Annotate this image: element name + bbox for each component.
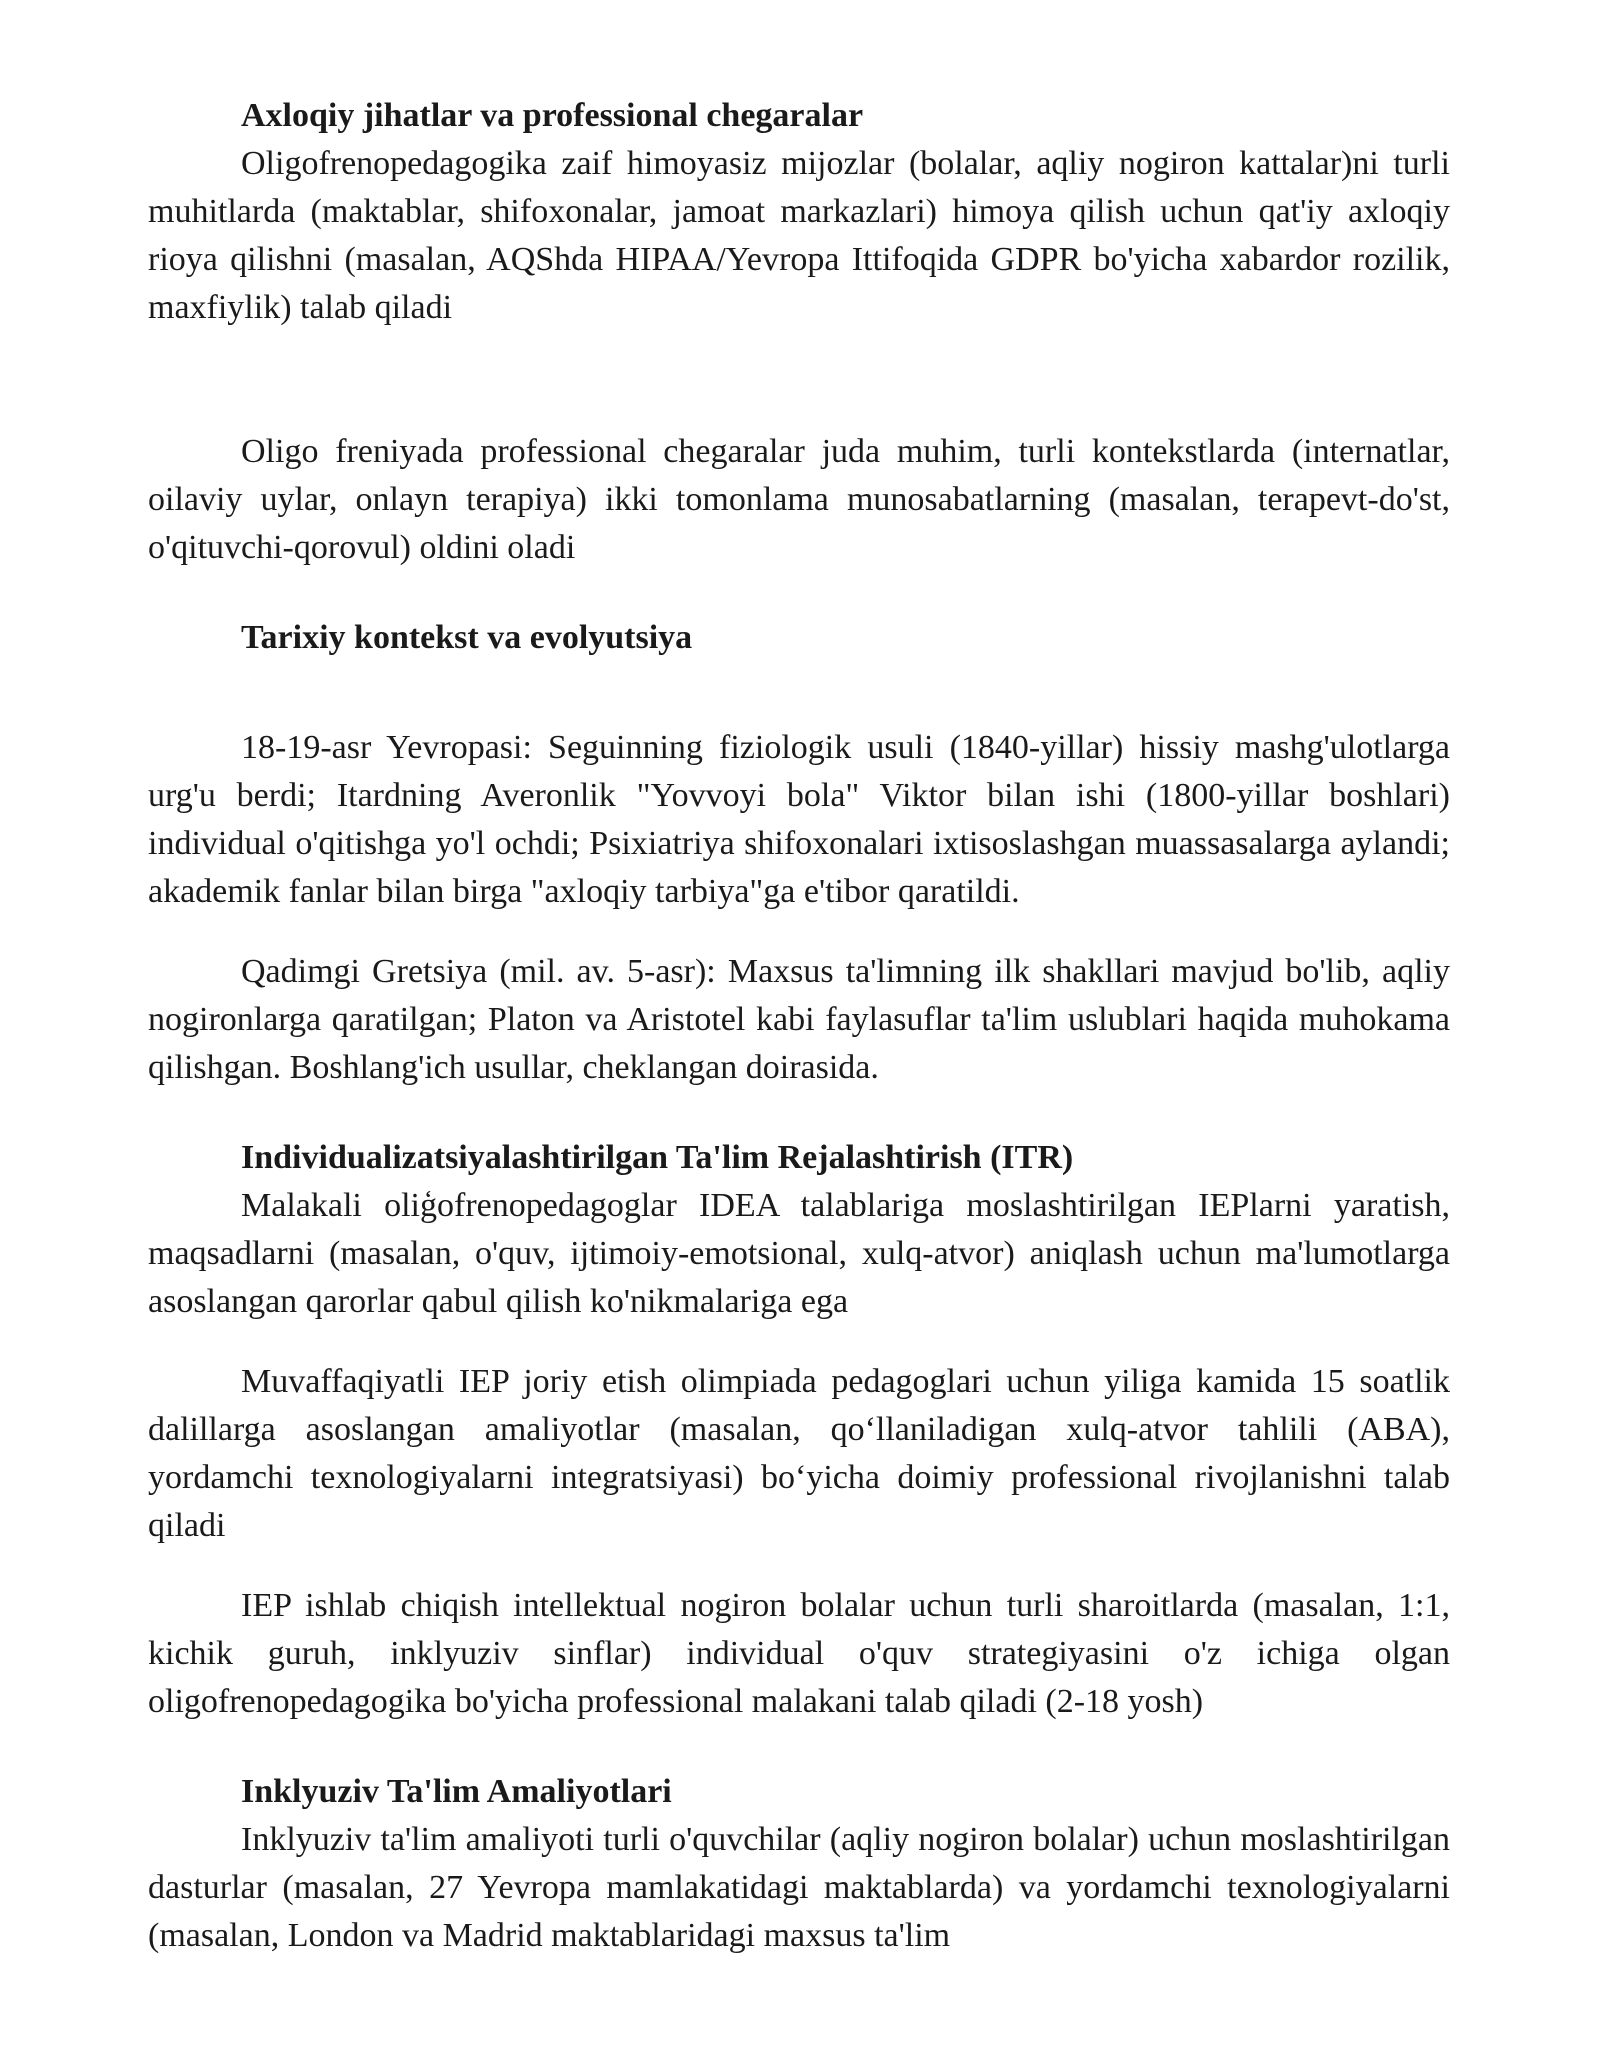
paragraph: Qadimgi Gretsiya (mil. av. 5-asr): Maxsus ta'limning ilk shakllari mavjud bo'lib, aqliy nogironlarga qaratilgan; Platon va Aristotel kabi faylasuflar ta'lim uslublari haqida muhokama qilishgan. Boshlang'ich usullar, cheklangan doirasida. — [148, 953, 1450, 1086]
document-body — [148, 92, 1450, 1960]
paragraph: IEP ishlab chiqish intellektual nogiron bolalar uchun turli sharoitlarda (masalan, 1:1, kichik guruh, inklyuziv sinflar) individual o'quv strategiyasini o'z ichiga olgan oligofrenopedagogika bo'yicha professional malakani talab qiladi (2-18 yosh) — [148, 1587, 1450, 1720]
section-heading-itr: Individualizatsiyalashtirilgan Ta'lim Rejalashtirish (ITR) — [241, 1139, 1074, 1176]
paragraph: Oligofrenopedagogika zaif himoyasiz mijozlar (bolalar, aqliy nogiron kattalar)ni turli muhitlarda (maktablar, shifoxonalar, jamoat markazlari) himoya qilish uchun qat'iy axloqiy rioya qilishni (masalan, AQShda HIPAA/Yevropa Ittifoqida GDPR bo'yicha xabardor rozilik, maxfiylik) talab qiladi — [148, 145, 1450, 326]
section-heading-inclusive: Inklyuziv Ta'lim Amaliyotlari — [241, 1773, 672, 1810]
paragraph: Oligo freniyada professional chegaralar juda muhim, turli kontekstlarda (internatlar, oilaviy uylar, onlayn terapiya) ikki tomonlama munosabatlarning (masalan, terapevt-do'st, o'qituvchi-qorovul) oldini oladi — [148, 433, 1450, 566]
paragraph: 18-19-asr Yevropasi: Seguinning fiziologik usuli (1840-yillar) hissiy mashg'ulotlarga urg'u berdi; Itardning Averonlik "Yovvoyi bola" Viktor bilan ishi (1800-yillar boshlari) individual o'qitishga yo'l ochdi; Psixiatriya shifoxonalari ixtisoslashgan muassasalarga aylandi; akademik fanlar bilan birga "axloqiy tarbiya"ga e'tibor qaratildi. — [148, 729, 1450, 910]
paragraph: Inklyuziv ta'lim amaliyoti turli o'quvchilar (aqliy nogiron bolalar) uchun moslashtirilgan dasturlar (masalan, 27 Yevropa mamlakatidagi maktablarda) va yordamchi texnologiyalarni (masalan, London va Madrid maktablaridagi maxsus ta'lim — [148, 1821, 1450, 1954]
section-heading-ethics: Axloqiy jihatlar va professional chegaralar — [241, 97, 864, 134]
paragraph: Malakali oliģofrenopedagoglar IDEA talablariga moslashtirilgan IEPlarni yaratish, maqsadlarni (masalan, o'quv, ijtimoiy-emotsional, xulq-atvor) aniqlash uchun ma'lumotlarga asoslangan qarorlar qabul qilish ko'nikmalariga ega — [148, 1187, 1450, 1320]
paragraph: Muvaffaqiyatli IEP joriy etish olimpiada pedagoglari uchun yiliga kamida 15 soatlik dalillarga asoslangan amaliyotlar (masalan, qo‘llaniladigan xulq-atvor tahlili (ABA), yordamchi texnologiyalarni integratsiyasi) bo‘yicha doimiy professional rivojlanishni talab qiladi — [148, 1363, 1450, 1544]
section-heading-history: Tarixiy kontekst va evolyutsiya — [241, 619, 693, 656]
